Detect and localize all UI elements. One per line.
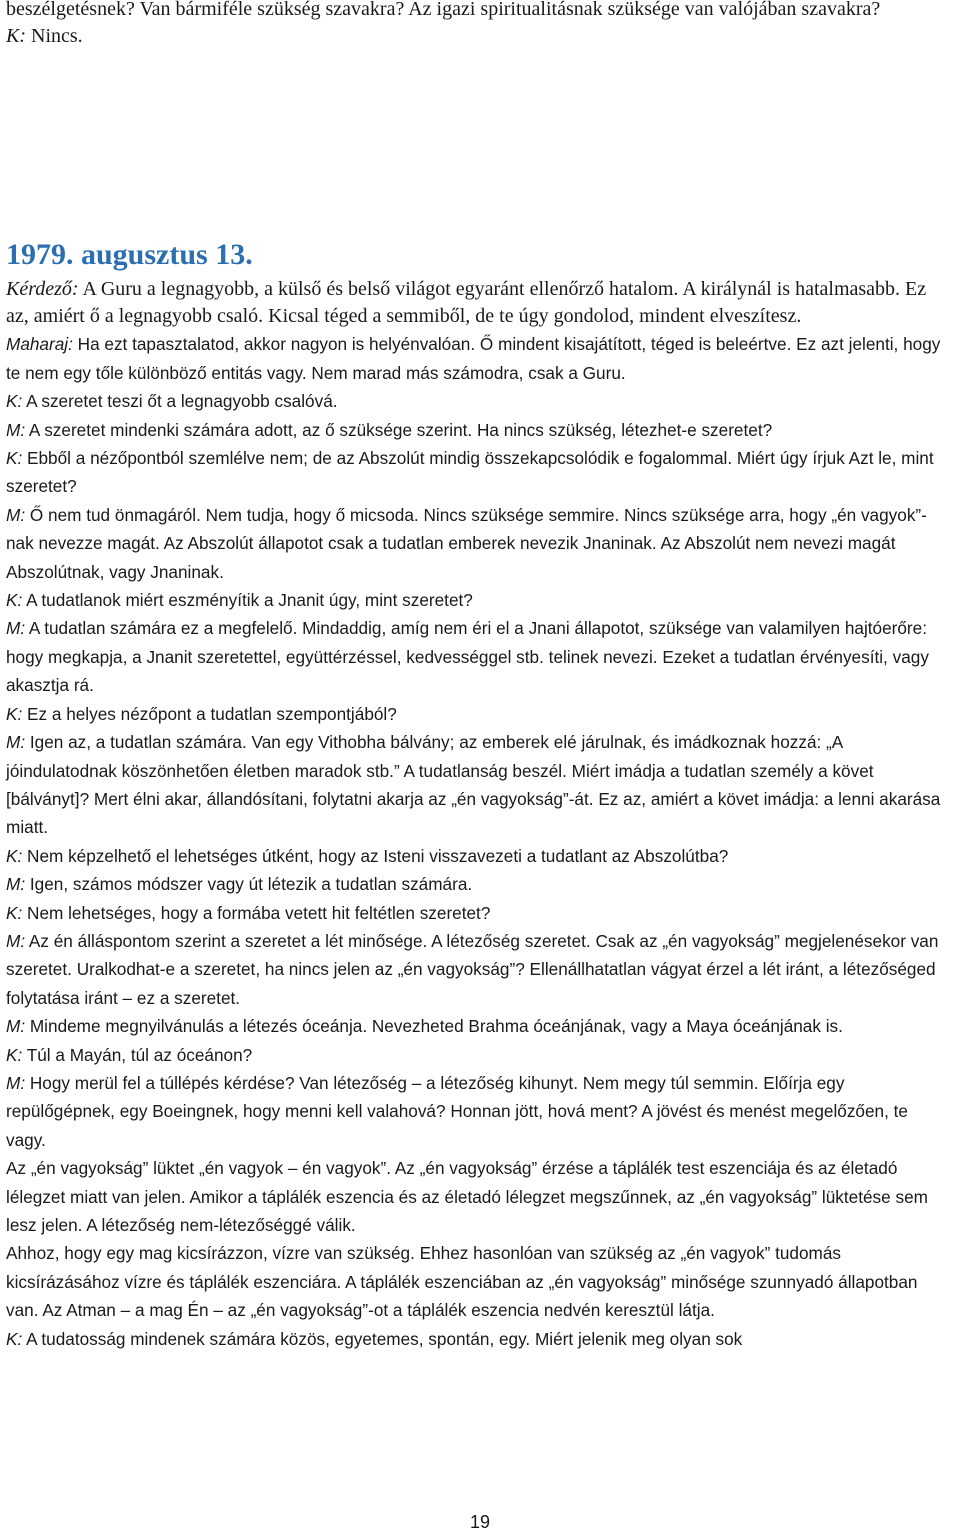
speaker-label: M: (6, 732, 26, 753)
section-date-heading: 1979. augusztus 13. (6, 238, 253, 271)
dialogue-paragraph (6, 1041, 952, 1069)
paragraph-text: Ez a helyes nézőpont a tudatlan szempontjából? (22, 703, 397, 724)
dialogue-paragraph (6, 927, 952, 1012)
speaker-label: M: (6, 419, 26, 440)
paragraph-text: Az én álláspontom szerint a szeretet a lét minősége. A létezőség szeretet. Csak az „én vagyokság” megjelenésekor van szeretet. Uralkodhat-e a szeretet, ha nincs jelen az „én vagyokság”? Ellenállhatatlan vágyat érzel a lét iránt, a létezőséged folytatása iránt – ez a szeretet. (6, 930, 939, 1008)
speaker-label: K: (6, 1044, 23, 1065)
paragraph-text: Túl a Mayán, túl az óceánon? (22, 1044, 253, 1065)
paragraph-text: Ebből a nézőpontból szemlélve nem; de az Abszolút mindig összekapcsolódik e fogalommal. Miért úgy írjuk Azt le, mint szeretet? (6, 448, 934, 497)
paragraph-text: A tudatlan számára ez a megfelelő. Mindaddig, amíg nem éri el a Jnani állapotot, szüksége van valamilyen hajtóerőre: hogy megkapja, a Jnanit szeretettel, együttérzéssel, kedvességgel stb. telinek nevezi. Ezeket a tudatlan érvényesíti, vagy akasztja rá. (6, 618, 929, 696)
paragraph-text: A tudatlanok miért eszményítik a Jnanit úgy, mint szeretet? (22, 590, 473, 611)
paragraph-text: Igen az, a tudatlan számára. Van egy Vithobha bálvány; az emberek elé járulnak, és imádkoznak hozzá: „A jóindulatodnak köszönhetően életben maradok stb.” A tudatlanság beszél. Miért imádja a tudatlan személy a követ [bálványt]? Mert élni akar, állandósítani, folytatni akarja az „én vagyokság”-át. Ez az, amiért a követ imádja: a lenni akarása miatt. (6, 732, 941, 838)
paragraph-text: A szeretet mindenki számára adott, az ő szüksége szerint. Ha nincs szükség, létezhet-e szeretet? (25, 419, 773, 440)
speaker-label: K: (6, 391, 23, 412)
paragraph-text: Mindeme megnyilvánulás a létezés óceánja. Nevezheted Brahma óceánjának, vagy a Maya óceánjának is. (25, 1016, 843, 1037)
speaker-label: K: (6, 902, 23, 923)
dialogue-paragraph (6, 416, 952, 444)
paragraph-text: Ahhoz, hogy egy mag kicsírázzon, vízre van szükség. Ehhez hasonlóan van szükség az „én vagyok” tudomás kicsírázásához vízre és táplálék eszenciára. A táplálék eszenciában az „én vagyokság” minősége szunnyadó állapotban van. Az Atman – a mag Én – az „én vagyokság”-ot a táplálék eszencia nedvén keresztül látja. (6, 1243, 918, 1321)
dialogue-paragraph (6, 387, 952, 415)
speaker-label: M: (6, 1072, 26, 1093)
dialogue-paragraph (6, 899, 952, 927)
dialogue-paragraph (6, 728, 952, 842)
paragraph-text: Az „én vagyokság” lüktet „én vagyok – én vagyok”. Az „én vagyokság” érzése a táplálék test eszenciája és az életadó lélegzet miatt van jelen. Amikor a táplálék eszencia és az életadó lélegzet megszűnnek, az „én vagyokság” lüktetése sem lesz jelen. A létezőség nem-létezőséggé válik. (6, 1158, 928, 1235)
speaker-label: M: (6, 1016, 26, 1037)
dialogue-paragraph (6, 1012, 952, 1040)
paragraph-text: Hogy merül fel a túllépés kérdése? Van létezőség – a létezőség kihunyt. Nem megy túl semmin. Előírja egy repülőgépnek, egy Boeingnek, hogy menni kell valahová? Honnan jött, hová ment? A jövést és menést megelőzően, te vagy. (6, 1072, 908, 1150)
speaker-label: K: (6, 845, 23, 866)
paragraph-text: Ő nem tud önmagáról. Nem tudja, hogy ő micsoda. Nincs szüksége semmire. Nincs szüksége arra, hogy „én vagyok”-nak nevezze magát. Az Abszolút állapotot csak a tudatlan emberek nevezik Jnaninak. Az Abszolút nem nevezi magát Abszolútnak, vagy Jnaninak. (6, 504, 927, 582)
speaker-label: K: (6, 1328, 23, 1349)
speaker-label: M: (6, 930, 26, 951)
dialogue-paragraph (6, 1325, 952, 1353)
intro-paragraph (6, 0, 952, 23)
speaker-label: M: (6, 618, 26, 639)
dialogue-paragraph (6, 842, 952, 870)
dialogue-paragraph (6, 1154, 952, 1239)
speaker-label: M: (6, 874, 26, 895)
speaker-label: K: (6, 25, 26, 48)
speaker-label: M: (6, 504, 26, 525)
dialogue-paragraph (6, 501, 952, 586)
speaker-label: Maharaj: (6, 334, 73, 355)
page-number: 19 (469, 1512, 491, 1532)
speaker-label: K: (6, 590, 23, 611)
dialogue-paragraph (6, 700, 952, 728)
dialogue-paragraph (6, 444, 952, 501)
paragraph-text: A szeretet teszi őt a legnagyobb csalóvá. (22, 391, 338, 412)
speaker-label: K: (6, 448, 23, 469)
dialogue-paragraph (6, 330, 952, 387)
dialogue-paragraph (6, 614, 952, 699)
paragraph-text: A Guru a legnagyobb, a külső és belső világot egyaránt ellenőrző hatalom. A királynál is hatalmasabb. Ez az, amiért ő a legnagyobb csaló. Kicsal téged a semmiből, de te úgy gondolod, mindent elveszítesz. (6, 278, 927, 328)
dialogue-paragraph (6, 870, 952, 898)
speaker-label: Kérdező: (6, 278, 79, 300)
dialogue-paragraph (6, 586, 952, 614)
dialogue-paragraph (6, 1069, 952, 1154)
intro-text: beszélgetésnek? Van bármiféle szükség szavakra? Az igazi spiritualitásnak szüksége van valójában szavakra? (6, 0, 881, 20)
paragraph-text: Ha ezt tapasztalatod, akkor nagyon is helyénvalóan. Ő mindent kisajátított, téged is beleértve. Ez azt jelenti, hogy te nem egy tőle különböző entitás vagy. Nem marad más számodra, csak a Guru. (6, 334, 941, 383)
dialogue-paragraph (6, 276, 952, 330)
intro-block (6, 0, 952, 50)
intro-paragraph (6, 23, 952, 50)
dialogue-paragraph (6, 1239, 952, 1324)
paragraph-text: A tudatosság mindenek számára közös, egyetemes, spontán, egy. Miért jelenik meg olyan sok (22, 1328, 743, 1349)
paragraph-text: Nem lehetséges, hogy a formába vetett hit feltétlen szeretet? (22, 902, 491, 923)
dialogue-block (6, 276, 952, 1353)
paragraph-text: Igen, számos módszer vagy út létezik a tudatlan számára. (25, 874, 473, 895)
paragraph-text: Nem képzelhető el lehetséges útként, hogy az Isteni visszavezeti a tudatlant az Abszolútba? (22, 845, 729, 866)
speaker-label: K: (6, 703, 23, 724)
paragraph-text: Nincs. (26, 25, 83, 48)
